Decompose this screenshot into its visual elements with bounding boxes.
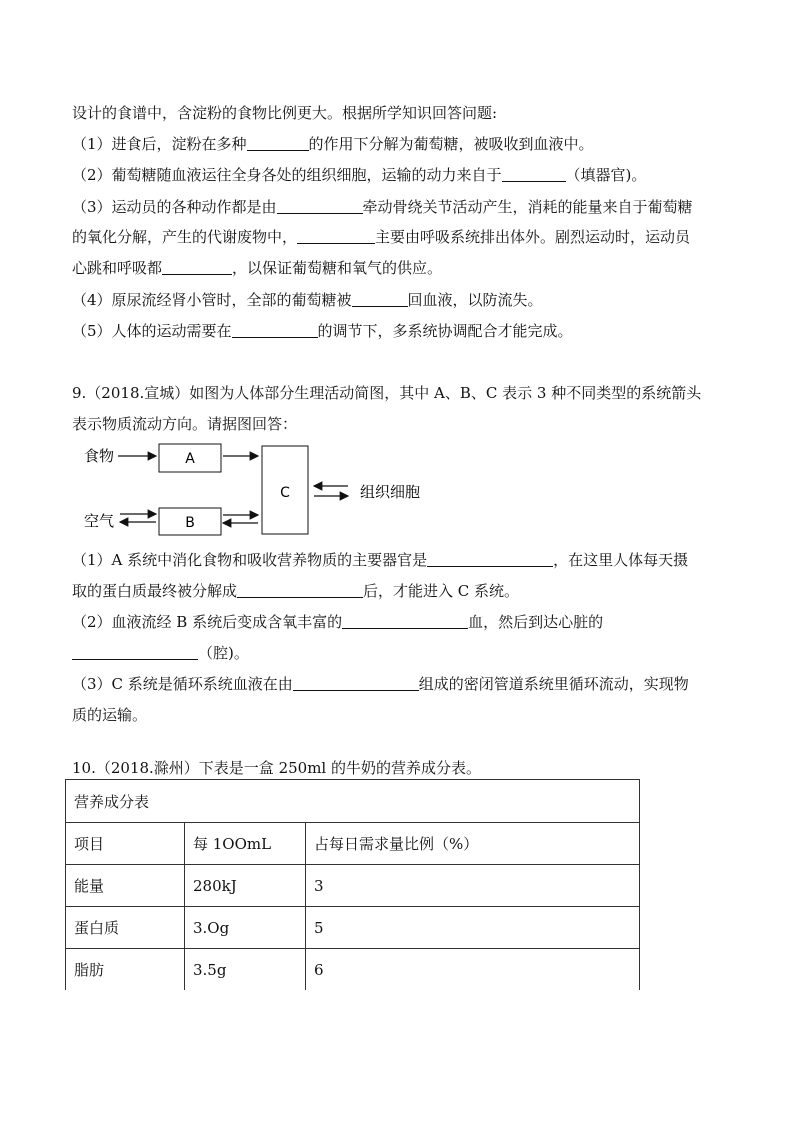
table-cell: 6	[306, 949, 640, 991]
answer-blank[interactable]	[237, 582, 363, 598]
q9-part3-line2: 质的运输。	[72, 706, 148, 724]
table-row	[66, 949, 640, 991]
q8-part1: （1）进食后，淀粉在多种 的作用下分解为葡萄糖，被吸收到血液中。	[72, 135, 594, 153]
answer-blank[interactable]	[72, 644, 198, 660]
q9-part2-line2: （腔)。	[72, 643, 249, 663]
q9-stem-line1: 9.（2018.宣城）如图为人体部分生理活动简图，其中 A、B、C 表示 3 种不同类型的系统箭头	[72, 384, 702, 402]
q10-stem: 10.（2018.滁州）下表是一盒 250ml 的牛奶的营养成分表。	[72, 759, 481, 777]
answer-blank[interactable]	[427, 551, 553, 567]
answer-blank[interactable]	[162, 259, 232, 275]
tissue-cells-label: 组织细胞	[360, 483, 421, 501]
q9-part3-line1: （3）C 系统是循环系统血液在由 组成的密闭管道系统里循环流动，实现物	[72, 675, 689, 693]
box-b-label: B	[185, 515, 195, 531]
table-row	[66, 865, 640, 907]
answer-blank[interactable]	[297, 228, 375, 244]
box-c-label: C	[280, 485, 290, 501]
q8-part3-line2: 的氧化分解，产生的代谢废物中， 主要由呼吸系统排出体外。剧烈运动时，运动员	[72, 228, 691, 246]
box-a-label: A	[185, 451, 195, 467]
table-cell: 5	[306, 907, 640, 949]
physiology-diagram	[80, 440, 480, 540]
table-cell: 3.5g	[185, 949, 306, 991]
intro-text: 设计的食谱中，含淀粉的食物比例更大。根据所学知识回答问题:	[72, 104, 498, 122]
q8-part2: （2）葡萄糖随血液运往全身各处的组织细胞，运输的动力来自于 （填器官)。	[72, 166, 647, 184]
column-header: 项目	[66, 823, 185, 865]
answer-blank[interactable]	[352, 291, 408, 307]
food-label: 食物	[84, 447, 115, 465]
table-cell: 3.Og	[185, 907, 306, 949]
q8-part3-line1: （3）运动员的各种动作都是由 牵动骨绕关节活动产生，消耗的能量来自于葡萄糖	[72, 198, 693, 216]
q9-stem-line2: 表示物质流动方向。请据图回答：	[72, 415, 298, 433]
q8-part4: （4）原尿流经肾小管时，全部的葡萄糖被 回血液，以防流失。	[72, 291, 543, 309]
q8-part3-line3: 心跳和呼吸都 ，以保证葡萄糖和氧气的供应。	[72, 259, 443, 277]
table-cell: 280kJ	[185, 865, 306, 907]
table-cell: 3	[306, 865, 640, 907]
table-cell: 脂肪	[66, 949, 185, 991]
nutrition-table	[65, 779, 640, 990]
column-header: 占每日需求量比例（%）	[306, 823, 640, 865]
answer-blank[interactable]	[232, 322, 318, 338]
answer-blank[interactable]	[277, 198, 363, 214]
q8-part5: （5）人体的运动需要在 的调节下，多系统协调配合才能完成。	[72, 322, 573, 340]
table-title: 营养成分表	[66, 780, 640, 823]
table-cell: 能量	[66, 865, 185, 907]
answer-blank[interactable]	[293, 675, 419, 691]
answer-blank[interactable]	[502, 166, 566, 182]
air-label: 空气	[84, 512, 115, 530]
q9-part2-line1: （2）血液流经 B 系统后变成含氧丰富的 血，然后到达心脏的	[72, 613, 604, 631]
q9-part1-line2: 取的蛋白质最终被分解成 后，才能进入 C 系统。	[72, 582, 520, 600]
table-title-row	[66, 780, 640, 823]
table-cell: 蛋白质	[66, 907, 185, 949]
table-header-row	[66, 823, 640, 865]
column-header: 每 1OOmL	[185, 823, 306, 865]
table-row	[66, 907, 640, 949]
answer-blank[interactable]	[247, 135, 309, 151]
answer-blank[interactable]	[342, 613, 468, 629]
q9-part1-line1: （1）A 系统中消化食物和吸收营养物质的主要器官是 ，在这里人体每天摄	[72, 551, 689, 569]
